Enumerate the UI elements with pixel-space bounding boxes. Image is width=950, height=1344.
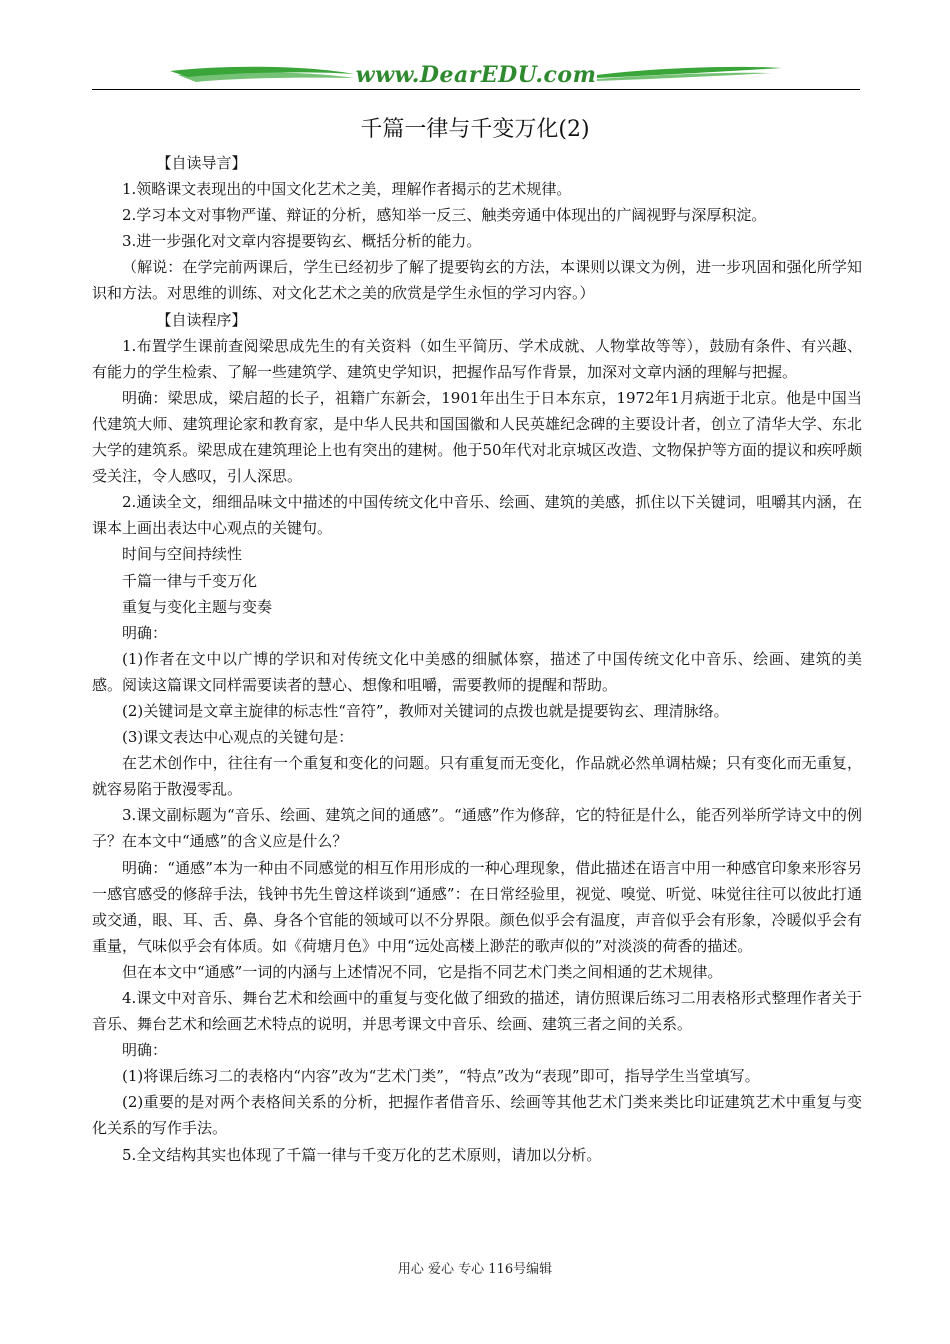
paragraph: 明确：“通感”本为一种由不同感觉的相互作用形成的一种心理现象，借此描述在语言中用一种感官印象来形容另一感官感受的修辞手法，钱钟书先生曾这样谈到“通感”：在日常经验里，视觉、嗅觉、听觉、味觉往往可以彼此打通或交通，眼、耳、舌、鼻、身各个官能的领域可以不分界限。颜色似乎会有温度，声音似乎会有形象，冷暖似乎会有重量，气味似乎会有体质。如《荷塘月色》中用“远处高楼上渺茫的歌声似的”对淡淡的荷香的描述。 bbox=[92, 858, 862, 955]
logo-text: www.DearEDU.com bbox=[355, 62, 597, 88]
paragraph: 4.课文中对音乐、舞台艺术和绘画中的重复与变化做了细致的描述，请仿照课后练习二用表格形式整理作者关于音乐、舞台艺术和绘画艺术特点的说明，并思考课文中音乐、绘画、建筑三者之间的关系。 bbox=[92, 989, 862, 1034]
paragraph: 明确： bbox=[122, 1041, 168, 1060]
paragraph: 5.全文结构其实也体现了千篇一律与千变万化的艺术原则，请加以分析。 bbox=[122, 1145, 602, 1164]
paragraph: 明确：梁思成，梁启超的长子，祖籍广东新会，1901年出生于日本东京，1972年1月病逝于北京。他是中国当代建筑大师、建筑理论家和教育家，是中华人民共和国国徽和人民英雄纪念碑的主要设计者，创立了清华大学、东北大学的建筑系。梁思成在建筑理论上也有突出的建树。他于50年代对北京城区改造、文物保护等方面的提议和疾呼颇受关注，令人感叹，引人深思。 bbox=[92, 388, 862, 486]
paragraph: （解说：在学完前两课后，学生已经初步了解了提要钩玄的方法，本课则以课文为例，进一步巩固和强化所学知识和方法。对思维的训练、对文化艺术之美的欣赏是学生永恒的学习内容。） bbox=[92, 258, 862, 303]
paragraph: 时间与空间持续性 bbox=[122, 545, 243, 564]
paragraph: 3.进一步强化对文章内容提要钩玄、概括分析的能力。 bbox=[122, 232, 482, 251]
document-body bbox=[92, 150, 862, 1168]
paragraph: 但在本文中“通感”一词的内涵与上述情况不同，它是指不同艺术门类之间相通的艺术规律。 bbox=[122, 962, 723, 981]
paragraph: 1.领略课文表现出的中国文化艺术之美，理解作者揭示的艺术规律。 bbox=[122, 180, 572, 199]
section-heading: 【自读导言】 bbox=[156, 154, 247, 172]
paragraph: 3.课文副标题为“音乐、绘画、建筑之间的通感”。“通感”作为修辞，它的特征是什么，能否列举所学诗文中的例子？在本文中“通感”的含义应是什么？ bbox=[92, 806, 862, 851]
page-header bbox=[92, 58, 860, 92]
section-heading: 【自读程序】 bbox=[156, 310, 247, 329]
paragraph: 千篇一律与千变万化 bbox=[122, 571, 258, 590]
paragraph: (2)关键词是文章主旋律的标志性“音符”，教师对关键词的点拨也就是提要钩玄、理清脉络。 bbox=[122, 701, 729, 720]
paragraph: (2)重要的是对两个表格间关系的分析，把握作者借音乐、绘画等其他艺术门类来类比印证建筑艺术中重复与变化关系的写作手法。 bbox=[92, 1093, 862, 1138]
paragraph: (1)将课后练习二的表格内“内容”改为“艺术门类”，“特点”改为“表现”即可，指导学生当堂填写。 bbox=[122, 1067, 760, 1086]
page-footer: 用心 爱心 专心 116号编辑 bbox=[397, 1262, 553, 1277]
paragraph: (1)作者在文中以广博的学识和对传统文化中美感的细腻体察，描述了中国传统文化中音乐、绘画、建筑的美感。阅读这篇课文同样需要读者的慧心、想像和咀嚼，需要教师的提醒和帮助。 bbox=[92, 649, 862, 694]
paragraph: 2.学习本文对事物严谨、辩证的分析，感知举一反三、触类旁通中体现出的广阔视野与深厚积淀。 bbox=[122, 206, 767, 225]
paragraph: 在艺术创作中，往往有一个重复和变化的问题。只有重复而无变化，作品就必然单调枯燥；只有变化而无重复，就容易陷于散漫零乱。 bbox=[92, 754, 862, 799]
paragraph: 明确： bbox=[122, 623, 168, 642]
header-rule bbox=[92, 89, 860, 90]
paragraph: 重复与变化主题与变奏 bbox=[122, 597, 273, 616]
page-title: 千篇一律与千变万化(2) bbox=[360, 117, 590, 142]
paragraph: 2.通读全文，细细品味文中描述的中国传统文化中音乐、绘画、建筑的美感，抓住以下关键词，咀嚼其内涵，在课本上画出表达中心观点的关键句。 bbox=[92, 493, 862, 538]
paragraph: 1.布置学生课前查阅梁思成先生的有关资料（如生平简历、学术成就、人物掌故等等），鼓励有条件、有兴趣、有能力的学生检索、了解一些建筑学、建筑史学知识，把握作品写作背景，加深对文章内涵的理解与把握。 bbox=[92, 336, 862, 381]
paragraph: (3)课文表达中心观点的关键句是： bbox=[122, 728, 354, 747]
